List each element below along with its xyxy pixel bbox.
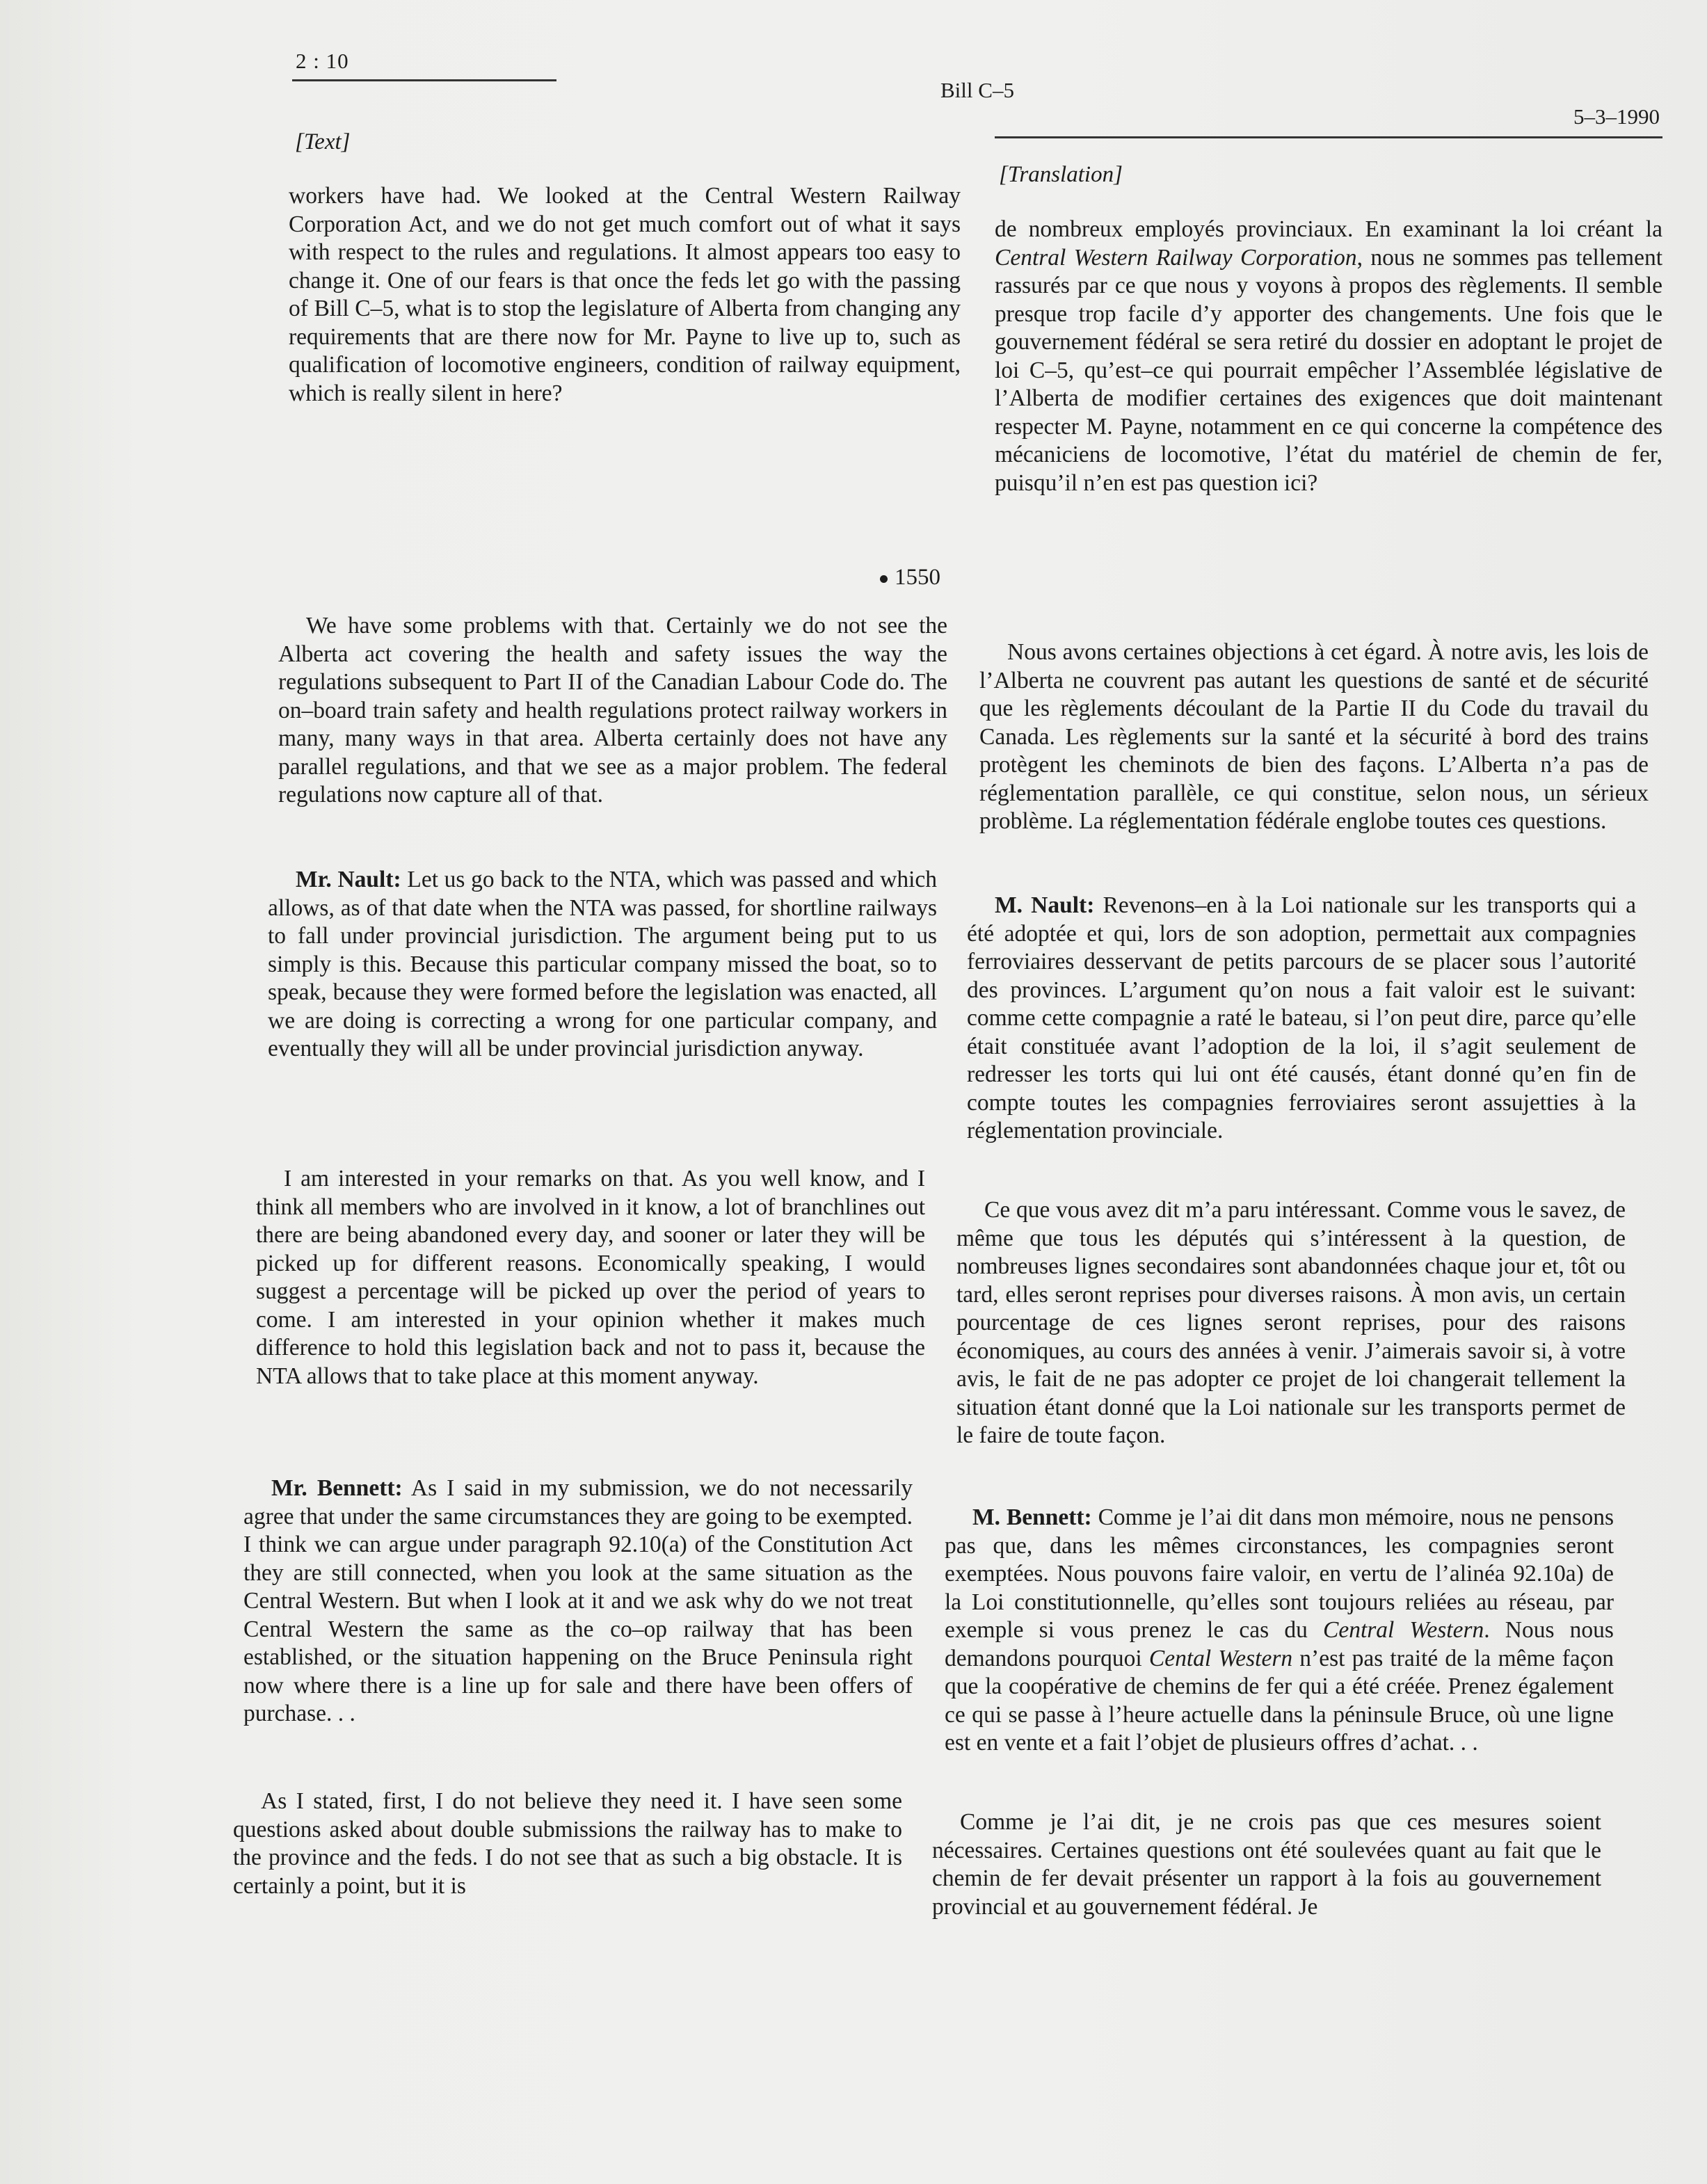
document-date: 5–3–1990 (1573, 104, 1660, 129)
bill-title: Bill C–5 (940, 78, 1014, 102)
speech-text: Let us go back to the NTA, which was passed and which allows, as of that date when the NTA was passed, for shortline railways to fall under provincial jurisdiction. The argument being put to us simply is this. Because this particular company missed the boat, so to speak, because they were formed before the legislation was enacted, all we are doing is correcting a wrong for one particular company, and eventually they will all be under provincial jurisdiction anyway. (268, 867, 938, 1061)
paragraph-text: Comme je l’ai dit dans mon mémoire, nous ne pensons pas que, dans les mêmes circonstances, les compagnies seront exemptées. Nous pouvons faire valoir, en vertu de l’alinéa 92.10a) de la Loi constitutionnelle, qu’elles sont toujours reliées au réseau, par exemple si vous prenez le cas du (945, 1504, 1614, 1643)
english-paragraph-6: As I stated, first, I do not believe they need it. I have seen some questions asked about double submissions the railway has to make to the province and the feds. I do not see that as such a big obstacle. It is certainly a point, but it is (233, 1788, 902, 1899)
company-name: Cental Western (1148, 1645, 1293, 1671)
english-paragraph-4: I am interested in your remarks on that. As you well know, and I think all members who are involved in it know, a lot of branchlines out there are being abandoned every day, and sooner or later they will be picked up for different reasons. Economically speaking, I would suggest a percentage will be picked up over the period of years to come. I am interested in your opinion whether it makes much difference to hold this legislation back and not to pass it, because the NTA allows that to take place at this moment anyway. (256, 1166, 925, 1389)
date-rule (995, 136, 1662, 138)
bullet-icon (880, 575, 888, 583)
paragraph-text: n’est pas traité de la même façon que la coopérative de chemins de fer qui a été créée. Prenez également ce qui se passe à l’heure actuelle dans la péninsule Bruce, où une ligne est en vente et a fait l’objet de plusieurs offres d’achat. . . (945, 1645, 1614, 1756)
header-rule (292, 79, 556, 81)
paragraph-text: . Nous nous demandons pourquoi (945, 1617, 1614, 1671)
english-paragraph-3 (268, 866, 937, 1063)
paragraph-text: , nous ne sommes pas tellement rassurés par ce que nous y voyons à propos des règlements. Il semble presque trop facile d’y apporter des changements. Une fois que le gouvernement fédéral se sera retiré du dossier en adoptant le projet de loi C–5, qu’est–ce qui pourrait empêcher l’Assemblée législative de l’Alberta de modifier certaines des exigences que doit maintenant respecter M. Payne, notamment en ce qui concerne la compétence des mécaniciens de locomotive, l’état du matériel de chemin de fer, puisqu’il n’en est pas question ici? (995, 244, 1663, 496)
english-column-label: [Text] (295, 129, 351, 154)
speech-text: Revenons–en à la Loi nationale sur les transports qui a été adoptée et qui, lors de son adoption, permettait aux compagnies ferroviaires desservant de petits parcours de se placer sous l’autorité des provinces. L’argument qu’on nous a fait valoir est le suivant: comme cette compagnie a raté le bateau, si l’on peut dire, parce qu’elle était constituée avant l’adoption de la loi, il s’agit seulement de redresser les torts qui lui ont été causés, étant donné qu’en fin de compte toutes les compagnies ferroviaires seront assujetties à la réglementation provinciale. (967, 892, 1636, 1143)
speaker-label: M. Nault: (995, 892, 1095, 918)
french-column-label: [Translation] (999, 162, 1123, 187)
speaker-label: Mr. Bennett: (271, 1475, 403, 1501)
english-paragraph-2: We have some problems with that. Certainly we do not see the Alberta act covering the health and safety issues the way the regulations subsequent to Part II of the Canadian Labour Code do. The on–board train safety and health regulations protect railway workers in many, many ways in that area. Alberta certainly does not have any parallel regulations, and that we see as a major problem. The federal regulations now capture all of that. (278, 613, 947, 808)
company-name: Central Western Railway Corporation (995, 244, 1357, 271)
page-number: 2 : 10 (296, 49, 349, 73)
paragraph-text: de nombreux employés provinciaux. En examinant la loi créant la (995, 216, 1662, 242)
french-paragraph-3 (967, 892, 1636, 1146)
speaker-label: Mr. Nault: (296, 867, 401, 892)
english-paragraph-1: workers have had. We looked at the Central Western Railway Corporation Act, and we do not get much comfort out of what it says with respect to the rules and regulations. It almost appears too easy to change it. One of our fears is that once the feds let go with the passing of Bill C–5, what is to stop the legislature of Alberta from changing any requirements that are there now for Mr. Payne to live up to, such as qualification of locomotive engineers, condition of railway equipment, which is really silent in here? (289, 183, 961, 406)
speech-text: As I said in my submission, we do not necessarily agree that under the same circumstances they are going to be exempted. I think we can argue under paragraph 92.10(a) of the Constitution Act they are still connected, when you look at the same situation as the Central Western. But when I look at it and we ask why do we not treat Central Western the same as the co–op railway that has been established, or the situation happening on the Bruce Peninsula right now where there is a line up for sale and there have been offers of purchase. . . (243, 1475, 913, 1726)
french-paragraph-6: Comme je l’ai dit, je ne crois pas que ces mesures soient nécessaires. Certaines questions ont été soulevées quant au fait que le chemin de fer devait présenter un rapport à la fois au gouvernement provincial et au gouvernement fédéral. Je (932, 1809, 1601, 1920)
french-paragraph-5 (945, 1504, 1614, 1758)
french-paragraph-4: Ce que vous avez dit m’a paru intéressant. Comme vous le savez, de même que tous les députés qui s’intéressent à la question, de nombreuses lignes secondaires sont abandonnées chaque jour et, tôt ou tard, elles seront reprises pour diverses raisons. À mon avis, un certain pourcentage de ces lignes seront reprises, pour des raisons économiques, au cours des années à venir. J’aimerais savoir si, à votre avis, le fait de ne pas adopter ce projet de loi changerait tellement la situation étant donné que la Loi nationale sur les transports permet de le faire de toute façon. (956, 1197, 1626, 1448)
company-name: Central Western (1323, 1617, 1484, 1643)
time-marker-value: 1550 (895, 565, 940, 590)
speaker-label: M. Bennett: (972, 1504, 1092, 1530)
english-paragraph-5 (243, 1475, 913, 1728)
time-marker (880, 565, 940, 591)
french-paragraph-1 (995, 216, 1662, 497)
french-paragraph-2: Nous avons certaines objections à cet égard. À notre avis, les lois de l’Alberta ne couvrent pas autant les questions de santé et de sécurité que les règlements découlant de la Partie II du Code du travail du Canada. Les règlements sur la santé et la sécurité à bord des trains protègent les cheminots de bien des façons. L’Alberta n’a pas de réglementation parallèle, ce qui constitue, selon nous, un sérieux problème. La réglementation fédérale englobe toutes ces questions. (979, 639, 1649, 834)
